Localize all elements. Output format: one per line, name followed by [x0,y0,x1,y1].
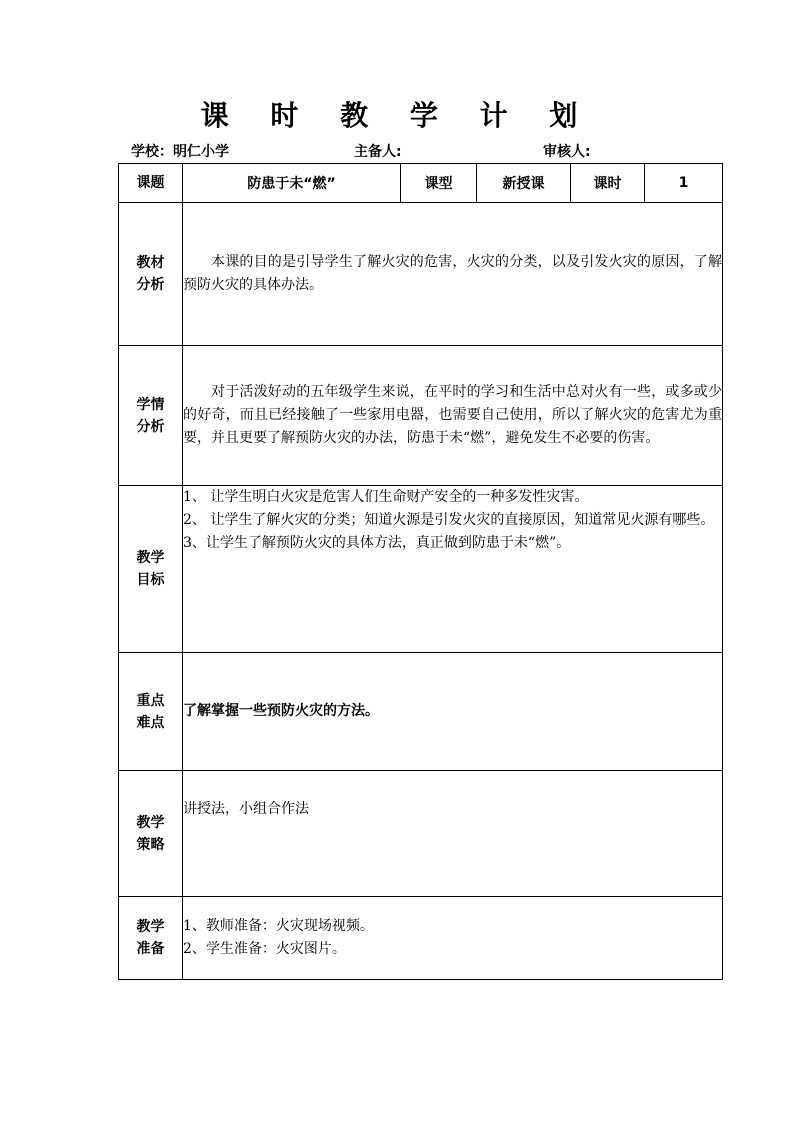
label-line: 教学 [136,550,165,566]
preparation-item: 1、教师准备：火灾现场视频。 [183,918,374,934]
student-analysis-content [183,346,723,486]
teaching-strategy-content [183,771,723,897]
period-label: 课时 [571,164,645,203]
lesson-plan-table [118,163,723,980]
objective-item: 2、 让学生了解火灾的分类；知道火源是引发火灾的直接原因，知道常见火源有哪些。 [183,512,715,528]
label-line: 教学 [136,814,165,831]
material-analysis-row [119,203,723,346]
document-title: 课 时 教 学 计 划 [200,99,594,132]
header-row [119,164,723,203]
label-line: 策略 [136,836,165,853]
label-line: 学情 [136,396,165,413]
label-line: 分析 [136,418,165,435]
topic-value: 防患于未“燃” [183,164,401,203]
teaching-strategy-row [119,771,723,897]
teaching-objectives-content [183,486,723,653]
topic-label: 课题 [119,164,183,203]
label-line: 难点 [136,714,165,731]
preparation-item: 2、学生准备：火灾图片。 [183,941,346,957]
student-analysis-row [119,346,723,486]
key-points-content: 了解掌握一些预防火灾的方法。 [183,653,723,771]
teaching-preparation-label [119,897,183,980]
teaching-objectives-label [119,486,183,653]
label-line: 准备 [136,941,165,957]
teaching-preparation-row [119,897,723,980]
label-line: 重点 [136,692,165,709]
reviewer-field: 审核人: [543,144,591,160]
teaching-preparation-content [183,897,723,980]
objective-item: 1、 让学生明白火灾是危害人们生命财产安全的一种多发性灾害。 [183,489,589,505]
school-field: 学校：明仁小学 [131,144,229,160]
label-line: 教学 [136,919,165,935]
material-analysis-label [119,203,183,346]
objective-item: 3、让学生了解预防火灾的具体方法，真正做到防患于未“燃”。 [183,535,571,551]
preparer-field: 主备人: [354,144,402,160]
student-analysis-text: 对于活泼好动的五年级学生来说，在平时的学习和生活中总对火有一些，或多或少的好奇，而且已经接触了一些家用电器，也需要自己使用，所以了解火灾的危害尤为重要，并且更要了解预防火灾的办法，防患于未“燃”，避免发生不必要的伤害。 [183,384,722,446]
label-line: 教材 [136,255,165,271]
teaching-objectives-row [119,486,723,653]
key-points-label [119,653,183,771]
material-analysis-text: 本课的目的是引导学生了解火灾的危害，火灾的分类，以及引发火灾的原因，了解预防火灾的具体办法。 [183,254,722,293]
lesson-type-label: 课型 [401,164,477,203]
lesson-type-value: 新授课 [477,164,571,203]
key-points-row [119,653,723,771]
label-line: 目标 [136,572,165,588]
teaching-strategy-label [119,771,183,897]
period-value: 1 [645,164,723,203]
student-analysis-label [119,346,183,486]
label-line: 分析 [136,277,165,293]
material-analysis-content [183,203,723,346]
teaching-strategy-text: 讲授法，小组合作法 [183,800,309,817]
